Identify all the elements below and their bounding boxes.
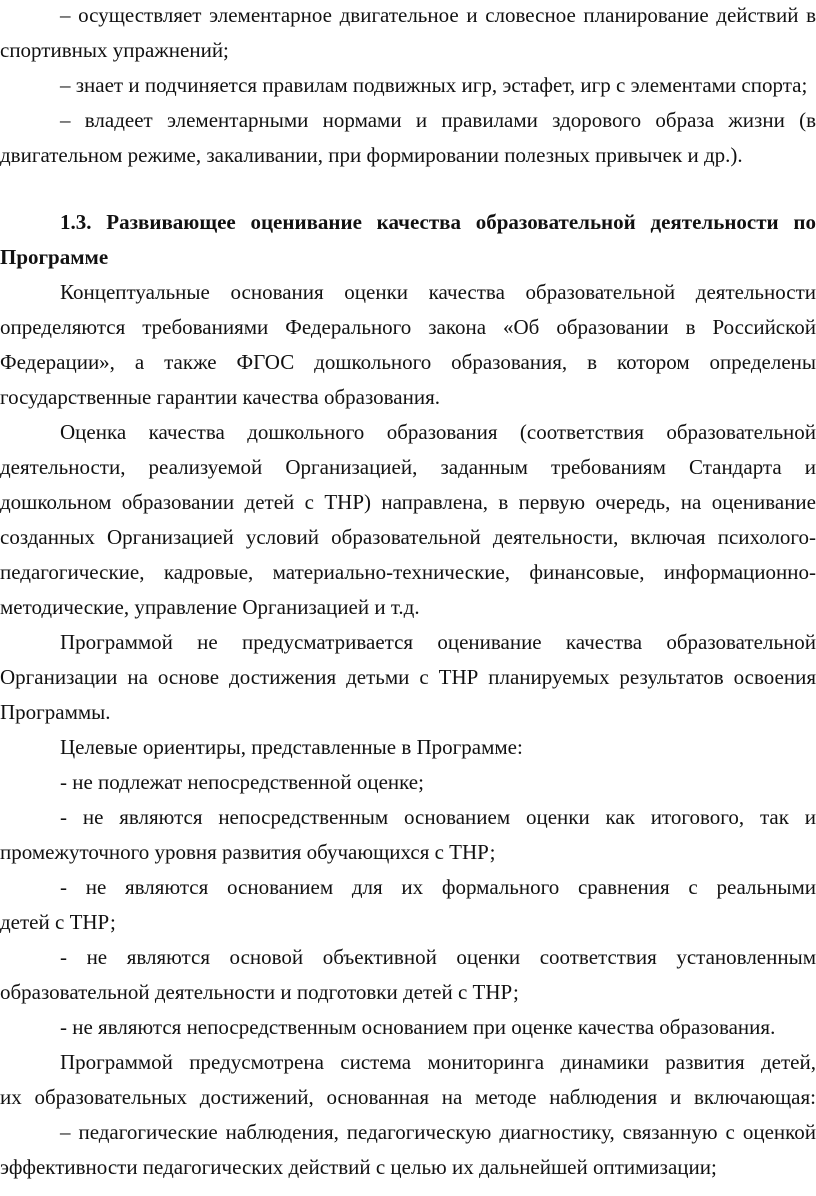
text-line: детей с ТНР; xyxy=(0,910,116,934)
text-line: дошкольном образовании детей с ТНР) направлена, в первую очередь, на оценивание xyxy=(0,490,816,514)
text-line: методические, управление Организацией и т.д. xyxy=(0,595,420,619)
text-line: Программой не предусматривается оценивание качества образовательной xyxy=(60,630,816,654)
list-item: - не являются основой объективной оценки соответствия установленным xyxy=(60,945,816,969)
text-line: их образовательных достижений, основанная на методе наблюдения и включающая: xyxy=(0,1085,816,1109)
text-line: государственные гарантии качества образования. xyxy=(0,385,441,409)
text-line: – осуществляет элементарное двигательное и словесное планирование действий в xyxy=(60,3,816,27)
text-line: деятельности, реализуемой Организацией, заданным требованиям Стандарта и xyxy=(0,455,816,479)
text-line: – владеет элементарными нормами и правилами здорового образа жизни (в xyxy=(60,108,816,132)
section-heading: 1.3. Развивающее оценивание качества образовательной деятельности по xyxy=(60,210,816,234)
text-line: созданных Организацией условий образовательной деятельности, включая психолого- xyxy=(0,525,816,549)
text-line: Программы. xyxy=(0,700,111,724)
list-item: - не являются основанием для их формального сравнения с реальными xyxy=(60,875,816,899)
text-line: Концептуальные основания оценки качества образовательной деятельности xyxy=(60,280,816,304)
list-item: – педагогические наблюдения, педагогическую диагностику, связанную с оценкой xyxy=(60,1120,816,1144)
list-item: - не подлежат непосредственной оценке; xyxy=(60,770,424,794)
text-line: Целевые ориентиры, представленные в Программе: xyxy=(60,735,523,759)
text-line: Федерации», а также ФГОС дошкольного образования, в котором определены xyxy=(0,350,816,374)
text-line: Оценка качества дошкольного образования (соответствия образовательной xyxy=(60,420,816,444)
text-line: Организации на основе достижения детьми с ТНР планируемых результатов освоения xyxy=(0,665,816,689)
list-item: - не являются непосредственным основанием при оценке качества образования. xyxy=(60,1015,776,1039)
text-line: определяются требованиями Федерального закона «Об образовании в Российской xyxy=(0,315,816,339)
text-line: промежуточного уровня развития обучающихся с ТНР; xyxy=(0,840,496,864)
text-line: – знает и подчиняется правилам подвижных игр, эстафет, игр с элементами спорта; xyxy=(60,73,808,97)
text-line: двигательном режиме, закаливании, при формировании полезных привычек и др.). xyxy=(0,143,743,167)
list-item: - не являются непосредственным основанием оценки как итогового, так и xyxy=(60,805,816,829)
text-line: эффективности педагогических действий с целью их дальнейшей оптимизации; xyxy=(0,1155,717,1179)
text-line: спортивных упражнений; xyxy=(0,38,229,62)
text-line: Программой предусмотрена система мониторинга динамики развития детей, xyxy=(60,1050,816,1074)
text-line: педагогические, кадровые, материально-технические, финансовые, информационно- xyxy=(0,560,816,584)
text-line: образовательной деятельности и подготовки детей с ТНР; xyxy=(0,980,519,1004)
section-heading-continuation: Программе xyxy=(0,245,109,269)
